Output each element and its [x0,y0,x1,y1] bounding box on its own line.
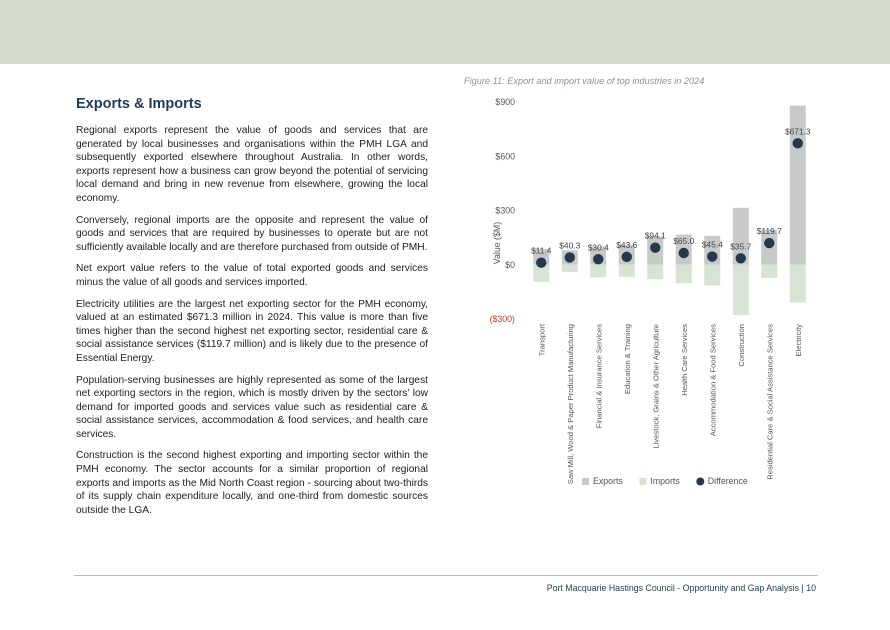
category-label: Health Care Services [679,324,689,396]
footer-text: Port Macquarie Hastings Council - Opportunity and Gap Analysis | 10 [546,583,816,593]
category-label: Education & Training [622,324,632,395]
paragraph-electricity: Electricity utilities are the largest net exporting sector for the PMH economy, valued at an estimated $671.3 million in 2024. This value is more than five times higher than the second highest net exporting sector, residential care & social assistance services ($119.7 million) and is likely due to the presence of Essential Energy. [76,298,428,364]
legend-label: Imports [650,476,680,486]
paragraph-exports: Regional exports represent the value of goods and services that are generated by local businesses and organisations within the PMH LGA and subsequently exported elsewhere throughout Australia. In other words, exports represent how a business can grow beyond the potential of servicing local demand and bring in new revenue from elsewhere, growing the local economy. [76,125,428,204]
export-import-chart [440,88,830,498]
legend-label: Exports [593,476,623,486]
category-label: Construction [736,324,746,367]
footer-divider [74,575,818,576]
difference-data-label: $43.6 [616,239,638,250]
difference-marker [736,253,746,263]
import-bar [676,265,692,283]
difference-data-label: $119.7 [756,226,782,237]
category-label: Residential Care & Social Assistance Services [765,324,775,480]
category-label: Accommodation & Food Services [708,324,718,437]
figure-caption: Figure 11: Export and import value of top industries in 2024 [464,76,705,86]
import-bar [562,265,578,272]
import-bar [761,265,777,278]
section-title: Exports & Imports [76,96,202,112]
paragraph-net-export: Net export value refers to the value of total exported goods and services minus the value of all goods and services imported. [76,263,428,288]
difference-data-label: $30.4 [587,242,609,253]
import-bar [647,265,663,279]
difference-data-label: $40.3 [559,240,581,251]
difference-marker [622,252,632,262]
difference-marker [707,251,717,261]
import-bar [733,265,749,315]
paragraph-construction: Construction is the second highest exporting and importing sector within the PMH economy. The sector accounts for a similar proportion of regional exports and imports as the Mid North Coast region - sourcing about two-thirds of its supply chain expenditure locally, and one-third from domestic sources outside the LGA. [76,450,428,516]
import-bar [704,265,720,286]
category-label: Financial & Insurance Services [594,324,604,429]
y-tick-label: $900 [495,97,515,107]
difference-data-label: $35.7 [730,241,752,252]
legend-swatch [639,478,646,485]
paragraph-population-serving: Population-serving businesses are highly represented as some of the largest net exporting sectors in the region, which is mostly driven by the sectors’ low demand for imported goods and services value such as residential care & social assistance services, accommodation & food services, and health care services. [76,374,428,440]
legend-swatch [582,478,589,485]
body-text [76,124,428,525]
import-bar [619,265,635,277]
difference-data-label: $65.0 [673,235,695,246]
import-bar [590,265,606,278]
difference-data-label: $94.1 [644,230,666,241]
difference-marker [650,243,660,253]
paragraph-imports: Conversely, regional imports are the opposite and represent the value of goods and services that are required by businesses to operate but are not sufficiently available locally and are therefore purchased from outside of PMH. [76,214,428,253]
y-axis-title: Value ($M) [492,221,502,265]
import-bar [790,265,806,303]
difference-marker [593,254,603,264]
difference-marker [793,138,803,148]
difference-marker [565,252,575,262]
y-tick-label: ($300) [489,314,515,324]
category-label: Livestock, Grains & Other Agriculture [651,324,661,449]
difference-data-label: $11.4 [531,245,552,256]
category-label: Saw Mill, Wood & Paper Product Manufacturing [565,324,575,485]
difference-data-label: $671.3 [784,126,811,137]
difference-data-label: $45.4 [701,239,723,250]
difference-marker [536,257,546,267]
y-tick-label: $0 [505,259,515,270]
difference-marker [679,248,689,258]
header-band [0,0,890,64]
legend-swatch [696,478,704,486]
category-label: Transport [537,324,547,357]
y-tick-label: $600 [495,151,515,162]
difference-marker [764,238,774,248]
legend-label: Difference [707,476,748,486]
category-label: Electricity [793,324,803,357]
y-tick-label: $300 [495,205,515,216]
